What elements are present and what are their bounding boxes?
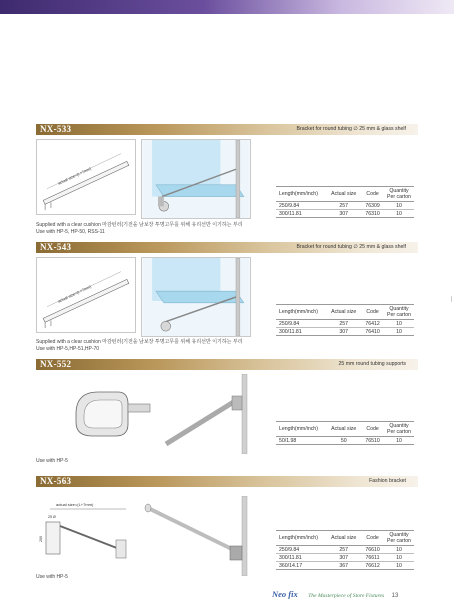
col-code: Code xyxy=(361,187,384,202)
brand-tagline: The Masterpiece of Store Fixtures xyxy=(308,593,385,599)
cell-actual-size: 257 xyxy=(326,546,361,554)
dimension-diameter: 25 Ø xyxy=(48,515,56,519)
col-code: Code xyxy=(361,531,384,546)
col-quantity: Quantity Per carton xyxy=(384,531,414,546)
section-notes xyxy=(36,339,243,352)
cell-length: 250/9.84 xyxy=(276,320,326,328)
cell-length: 250/9.84 xyxy=(276,202,326,210)
cell-code: 76412 xyxy=(361,320,384,328)
table-row xyxy=(276,437,414,445)
cell-actual-size: 257 xyxy=(326,202,361,210)
section-header-bar xyxy=(36,124,418,135)
cell-quantity: 10 xyxy=(384,546,414,554)
col-length: Length(mm/inch) xyxy=(276,305,326,320)
page-footer xyxy=(272,584,422,599)
cell-quantity: 10 xyxy=(384,202,414,210)
table-row xyxy=(276,328,414,336)
col-length: Length(mm/inch) xyxy=(276,422,326,437)
table-row xyxy=(276,202,414,210)
bracket-drawing-image xyxy=(36,139,136,215)
cell-quantity: 10 xyxy=(384,554,414,562)
product-description: Bracket for round tubing ∅ 25 mm & glass shelf xyxy=(296,244,406,250)
col-actual-size: Actual size xyxy=(326,422,361,437)
col-length: Length(mm/inch) xyxy=(276,187,326,202)
product-code: NX-533 xyxy=(40,124,72,134)
note-line: Use with HP-5 xyxy=(36,458,68,464)
cell-actual-size: 307 xyxy=(326,554,361,562)
cell-code: 76309 xyxy=(361,202,384,210)
cell-length: 300/11.81 xyxy=(276,554,326,562)
cell-quantity: 10 xyxy=(384,437,414,445)
spec-table xyxy=(276,304,414,336)
col-length: Length(mm/inch) xyxy=(276,531,326,546)
spec-table xyxy=(276,186,414,218)
product-description: 25 mm round tubing supports xyxy=(338,361,406,367)
cell-quantity: 10 xyxy=(384,210,414,218)
tubing-support-photo xyxy=(36,374,252,454)
col-quantity: Quantity Per carton xyxy=(384,305,414,320)
col-code: Code xyxy=(361,422,384,437)
cell-length: 250/9.84 xyxy=(276,546,326,554)
cell-code: 76410 xyxy=(361,328,384,336)
cell-quantity: 10 xyxy=(384,562,414,570)
product-section-nx-563 xyxy=(36,476,418,487)
bracket-drawing-image xyxy=(36,257,136,333)
cell-actual-size: 307 xyxy=(326,328,361,336)
section-header-bar xyxy=(36,476,418,487)
section-header-bar xyxy=(36,359,418,370)
cell-length: 360/14.17 xyxy=(276,562,326,570)
spec-table xyxy=(276,421,414,445)
dimension-label: actual size=(L+7mm) xyxy=(57,165,92,186)
col-quantity: Quantity Per carton xyxy=(384,422,414,437)
cell-code: 76610 xyxy=(361,546,384,554)
top-banner xyxy=(0,0,454,14)
note-line: Use with HP-5 xyxy=(36,574,68,580)
product-description: Bracket for round tubing ∅ 25 mm & glass shelf xyxy=(296,126,406,132)
section-header-bar xyxy=(36,242,418,253)
section-notes xyxy=(36,574,68,581)
cell-actual-size: 257 xyxy=(326,320,361,328)
note-line: Supplied with a clear cushion 마감턴러(기전을 남보장 투명고무를 위해 유리선반 이기하는 부리 xyxy=(36,339,243,345)
table-row xyxy=(276,562,414,570)
spec-table xyxy=(276,530,414,570)
product-code: NX-552 xyxy=(40,359,72,369)
product-code: NX-563 xyxy=(40,476,72,486)
cell-actual-size: 307 xyxy=(326,210,361,218)
dimension-label: actual size=(L+7mm) xyxy=(57,283,92,304)
fashion-bracket-drawing xyxy=(36,496,132,568)
page-number: 13 xyxy=(391,593,399,599)
cell-quantity: 10 xyxy=(384,328,414,336)
col-code: Code xyxy=(361,305,384,320)
note-line: Supplied with a clear cushion 마감턴러(기전을 남보장 투명고무를 위해 유리선반 이기하는 부리 xyxy=(36,222,243,228)
cell-code: 76611 xyxy=(361,554,384,562)
note-line: Use with HP-5, HP-50, RSS-11 xyxy=(36,228,105,235)
product-section-nx-543 xyxy=(36,242,418,253)
cell-code: 76510 xyxy=(361,437,384,445)
section-notes xyxy=(36,222,243,235)
cell-length: 300/11.81 xyxy=(276,328,326,336)
cell-actual-size: 367 xyxy=(326,562,361,570)
cell-code: 76612 xyxy=(361,562,384,570)
glass-shelf-photo xyxy=(141,139,251,219)
col-actual-size: Actual size xyxy=(326,531,361,546)
margin-mark xyxy=(451,296,452,302)
table-row xyxy=(276,546,414,554)
cell-code: 76310 xyxy=(361,210,384,218)
product-code: NX-543 xyxy=(40,242,72,252)
fashion-bracket-photo xyxy=(138,496,252,576)
glass-shelf-photo xyxy=(141,257,251,337)
product-description: Fashion bracket xyxy=(369,478,406,484)
product-section-nx-533 xyxy=(36,124,418,135)
table-row xyxy=(276,210,414,218)
brand-logo: Neo fix xyxy=(272,589,298,599)
table-row xyxy=(276,554,414,562)
cell-quantity: 10 xyxy=(384,320,414,328)
col-actual-size: Actual size xyxy=(326,187,361,202)
col-actual-size: Actual size xyxy=(326,305,361,320)
col-quantity: Quantity Per carton xyxy=(384,187,414,202)
dimension-label: actual size=(L+7mm) xyxy=(56,502,94,507)
product-section-nx-552 xyxy=(36,359,418,370)
section-notes xyxy=(36,458,68,465)
table-row xyxy=(276,320,414,328)
dimension-height: 200 xyxy=(39,536,43,542)
cell-actual-size: 50 xyxy=(326,437,361,445)
note-line: Use with HP-5,HP-51,HP-70 xyxy=(36,345,100,352)
cell-length: 300/11.81 xyxy=(276,210,326,218)
cell-length: 50/1.98 xyxy=(276,437,326,445)
